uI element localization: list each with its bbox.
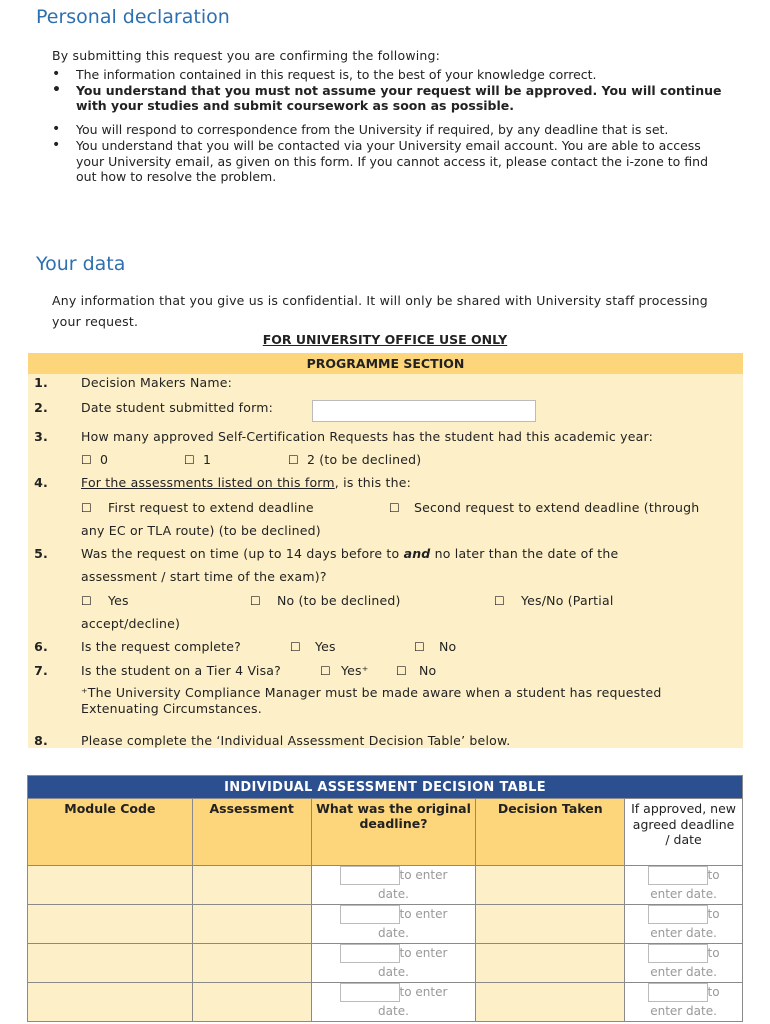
question-text: Decision Makers Name: bbox=[81, 375, 233, 390]
assessment-cell[interactable] bbox=[192, 866, 311, 905]
original-deadline-cell[interactable] bbox=[311, 866, 476, 905]
question-text: no later than the date of the bbox=[430, 546, 619, 561]
declaration-bullet: • The information contained in this request is, to the best of your knowledge correct. bbox=[52, 67, 732, 83]
original-deadline-cell[interactable] bbox=[311, 983, 476, 1022]
question-text: Is the student on a Tier 4 Visa? bbox=[81, 663, 282, 678]
option-label: 0 bbox=[99, 452, 109, 467]
checkbox-icon[interactable]: ☐ bbox=[320, 664, 331, 678]
new-deadline-cell[interactable] bbox=[625, 944, 743, 983]
option-label: First request to extend deadline bbox=[107, 500, 314, 515]
table-title: INDIVIDUAL ASSESSMENT DECISION TABLE bbox=[28, 776, 743, 799]
question-text: Date student submitted form: bbox=[81, 400, 273, 415]
office-use-title: FOR UNIVERSITY OFFICE USE ONLY bbox=[262, 332, 508, 347]
option-complete-no[interactable] bbox=[414, 635, 456, 659]
option-label: Second request to extend deadline (through bbox=[413, 500, 700, 515]
checkbox-icon[interactable]: ☐ bbox=[81, 453, 92, 467]
decision-cell[interactable] bbox=[476, 905, 625, 944]
checkbox-icon[interactable]: ☐ bbox=[184, 453, 195, 467]
assessment-cell[interactable] bbox=[192, 983, 311, 1022]
option-label: Yes⁺ bbox=[340, 663, 369, 678]
declaration-bullet: • You will respond to correspondence from the University if required, by any deadline that is set. bbox=[52, 122, 732, 138]
module-code-cell[interactable] bbox=[28, 866, 193, 905]
question-number: 4. bbox=[34, 475, 48, 490]
column-header-module-code: Module Code bbox=[28, 799, 193, 866]
module-code-cell[interactable] bbox=[28, 944, 193, 983]
option-label: No (to be declined) bbox=[276, 593, 401, 608]
option-first-request[interactable] bbox=[81, 496, 314, 520]
checkbox-icon[interactable]: ☐ bbox=[81, 501, 92, 515]
date-placeholder: to enter bbox=[399, 868, 448, 882]
option-label: Yes bbox=[107, 593, 129, 608]
assessment-cell[interactable] bbox=[192, 905, 311, 944]
option-label: 2 (to be declined) bbox=[306, 452, 422, 467]
column-header-assessment: Assessment bbox=[192, 799, 311, 866]
question-number: 3. bbox=[34, 429, 48, 444]
option-0[interactable] bbox=[81, 448, 108, 472]
option-visa-no[interactable] bbox=[396, 659, 436, 683]
table-row bbox=[28, 944, 743, 983]
option-second-request-cont: any EC or TLA route) (to be declined) bbox=[81, 523, 321, 538]
original-deadline-cell[interactable] bbox=[311, 905, 476, 944]
declaration-heading: Personal declaration bbox=[36, 6, 230, 28]
declaration-bullet: • You understand that you must not assume your request will be approved. You will continue with your studies and submit coursework as soon as possible. bbox=[52, 83, 732, 114]
declaration-list bbox=[52, 67, 732, 185]
date-placeholder: to bbox=[707, 946, 720, 960]
assessment-cell[interactable] bbox=[192, 944, 311, 983]
question-number: 5. bbox=[34, 546, 48, 561]
option-label: Yes bbox=[314, 639, 336, 654]
declaration-bullet: • You understand that you will be contacted via your University email account. You are able to access your University email, as given on this form. If you cannot access it, please contact the i-zone to find out how to resolve the problem. bbox=[52, 138, 732, 185]
option-partial-cont: accept/decline) bbox=[81, 616, 181, 631]
column-header-original-deadline: What was the original deadline? bbox=[311, 799, 476, 866]
date-placeholder: enter date. bbox=[650, 965, 717, 979]
decision-cell[interactable] bbox=[476, 944, 625, 983]
date-input[interactable] bbox=[648, 944, 708, 963]
question-text: Was the request on time (up to 14 days before to bbox=[81, 546, 404, 561]
decision-cell[interactable] bbox=[476, 866, 625, 905]
question-number: 8. bbox=[34, 733, 48, 748]
question-text: Please complete the ‘Individual Assessment Decision Table’ below. bbox=[81, 733, 511, 748]
date-placeholder: date. bbox=[378, 965, 409, 979]
date-placeholder: to enter bbox=[399, 946, 448, 960]
date-input[interactable] bbox=[340, 905, 400, 924]
table-header-row bbox=[28, 799, 743, 866]
option-1[interactable] bbox=[184, 448, 211, 472]
table-row bbox=[28, 983, 743, 1022]
date-placeholder: enter date. bbox=[650, 926, 717, 940]
option-yes[interactable] bbox=[81, 589, 129, 613]
checkbox-icon[interactable]: ☐ bbox=[414, 640, 425, 654]
option-second-request[interactable] bbox=[389, 496, 699, 520]
option-complete-yes[interactable] bbox=[290, 635, 336, 659]
option-label: 1 bbox=[202, 452, 212, 467]
declaration-intro: By submitting this request you are confirming the following: bbox=[52, 48, 441, 63]
new-deadline-cell[interactable] bbox=[625, 983, 743, 1022]
checkbox-icon[interactable]: ☐ bbox=[389, 501, 400, 515]
date-placeholder: to bbox=[707, 868, 720, 882]
data-text: Any information that you give us is confidential. It will only be shared with University staff processing your request. bbox=[52, 293, 708, 329]
date-placeholder: date. bbox=[378, 926, 409, 940]
assessment-decision-table bbox=[27, 775, 743, 1022]
original-deadline-cell[interactable] bbox=[311, 944, 476, 983]
date-placeholder: to enter bbox=[399, 907, 448, 921]
question-number: 6. bbox=[34, 639, 48, 654]
option-partial[interactable] bbox=[494, 589, 614, 613]
decision-cell[interactable] bbox=[476, 983, 625, 1022]
option-label: No bbox=[418, 663, 437, 678]
new-deadline-cell[interactable] bbox=[625, 905, 743, 944]
checkbox-icon[interactable]: ☐ bbox=[288, 453, 299, 467]
option-visa-yes[interactable] bbox=[320, 659, 369, 683]
data-heading: Your data bbox=[36, 253, 126, 275]
option-2-declined[interactable] bbox=[288, 448, 421, 472]
option-label: No bbox=[438, 639, 457, 654]
question-number: 1. bbox=[34, 375, 48, 390]
module-code-cell[interactable] bbox=[28, 905, 193, 944]
programme-section-header: PROGRAMME SECTION bbox=[28, 353, 743, 374]
date-input[interactable] bbox=[340, 944, 400, 963]
checkbox-icon[interactable]: ☐ bbox=[396, 664, 407, 678]
option-no-declined[interactable] bbox=[250, 589, 401, 613]
column-header-new-deadline: If approved, new agreed deadline / date bbox=[625, 799, 743, 866]
table-row bbox=[28, 905, 743, 944]
date-placeholder: enter date. bbox=[650, 887, 717, 901]
module-code-cell[interactable] bbox=[28, 983, 193, 1022]
question-text-underlined: For the assessments listed on this form bbox=[81, 475, 335, 490]
checkbox-icon[interactable]: ☐ bbox=[494, 594, 505, 608]
question-number: 2. bbox=[34, 400, 48, 415]
visa-note: ⁺The University Compliance Manager must be made aware when a student has requested Extenuating Circumstances. bbox=[81, 685, 662, 716]
date-input[interactable] bbox=[648, 983, 708, 1002]
date-input[interactable] bbox=[648, 866, 708, 885]
question-5-cont: assessment / start time of the exam)? bbox=[81, 569, 327, 584]
date-placeholder: to enter bbox=[399, 985, 448, 999]
submission-date-field[interactable] bbox=[312, 400, 536, 422]
option-label: Yes/No (Partial bbox=[520, 593, 614, 608]
question-number: 7. bbox=[34, 663, 48, 678]
date-input[interactable] bbox=[648, 905, 708, 924]
column-header-decision: Decision Taken bbox=[476, 799, 625, 866]
question-text-emphasis: and bbox=[403, 546, 431, 561]
new-deadline-cell[interactable] bbox=[625, 866, 743, 905]
date-placeholder: enter date. bbox=[650, 1004, 717, 1018]
date-placeholder: date. bbox=[378, 887, 409, 901]
date-input[interactable] bbox=[340, 983, 400, 1002]
checkbox-icon[interactable]: ☐ bbox=[290, 640, 301, 654]
checkbox-icon[interactable]: ☐ bbox=[250, 594, 261, 608]
question-text: Is the request complete? bbox=[81, 639, 241, 654]
date-placeholder: to bbox=[707, 907, 720, 921]
date-input[interactable] bbox=[340, 866, 400, 885]
date-placeholder: to bbox=[707, 985, 720, 999]
table-row bbox=[28, 866, 743, 905]
question-text: , is this the: bbox=[334, 475, 412, 490]
checkbox-icon[interactable]: ☐ bbox=[81, 594, 92, 608]
date-placeholder: date. bbox=[378, 1004, 409, 1018]
question-text: How many approved Self-Certification Requests has the student had this academic year: bbox=[81, 429, 654, 444]
